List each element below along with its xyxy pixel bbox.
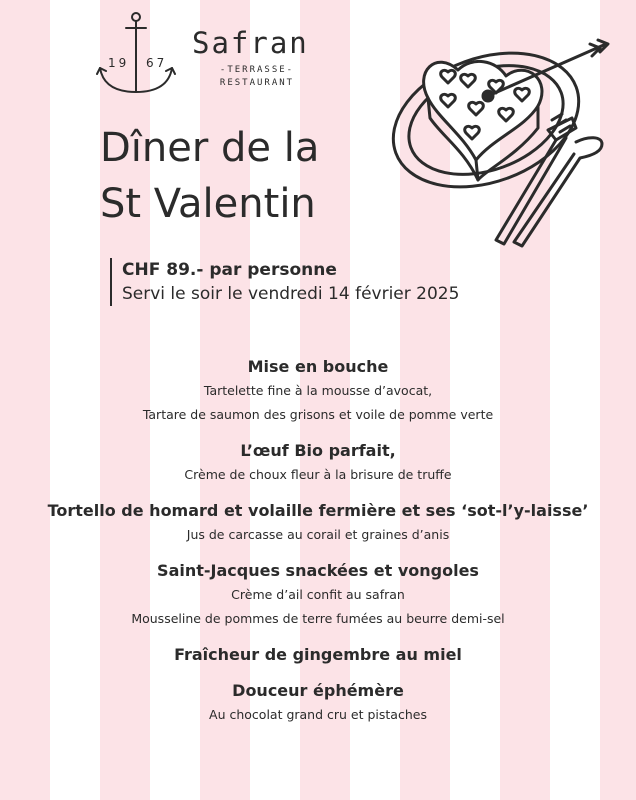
course-description: Au chocolat grand cru et pistaches [209, 707, 427, 722]
course-description: Crème de choux fleur à la brisure de truffe [184, 467, 452, 482]
course-title: Mise en bouche [247, 357, 389, 376]
menu-courses [0, 355, 636, 739]
heart-cake-illustration [376, 10, 616, 250]
course [0, 439, 636, 487]
price-block [110, 258, 459, 306]
brand-subtitle [192, 64, 322, 90]
anchor-icon [96, 10, 176, 100]
brand-subtitle-terrasse: -TERRASSE- [219, 65, 295, 75]
title-line-2: St Valentin [100, 181, 316, 227]
date-text: Servi le soir le vendredi 14 février 2025 [122, 284, 460, 304]
course-description: Jus de carcasse au corail et graines d’anis [186, 527, 450, 542]
course [0, 679, 636, 727]
course-title: L’œuf Bio parfait, [240, 441, 396, 460]
course [0, 559, 636, 631]
page-title [100, 120, 319, 232]
course-title: Douceur éphémère [232, 681, 404, 700]
brand-name: Safran [192, 26, 309, 60]
price-text: CHF 89.- par personne [122, 260, 337, 280]
brand-subtitle-restaurant: RESTAURANT [219, 78, 295, 88]
course-title: Fraîcheur de gingembre au miel [174, 645, 462, 664]
course-description: Tartelette fine à la mousse d’avocat, [203, 383, 433, 398]
year-left: 19 [108, 56, 130, 70]
course [0, 355, 636, 427]
course-description: Crème d’ail confit au safran [231, 587, 405, 602]
course [0, 643, 636, 667]
restaurant-logo [96, 10, 336, 110]
course-title: Saint-Jacques snackées et vongoles [157, 561, 479, 580]
course-description: Mousseline de pommes de terre fumées au beurre demi-sel [131, 611, 505, 626]
title-line-1: Dîner de la [100, 125, 320, 171]
course-description: Tartare de saumon des grisons et voile de pomme verte [142, 407, 494, 422]
course [0, 499, 636, 547]
year-right: 67 [146, 56, 168, 70]
course-title: Tortello de homard et volaille fermière et ses ‘sot-l’y-laisse’ [47, 501, 589, 520]
